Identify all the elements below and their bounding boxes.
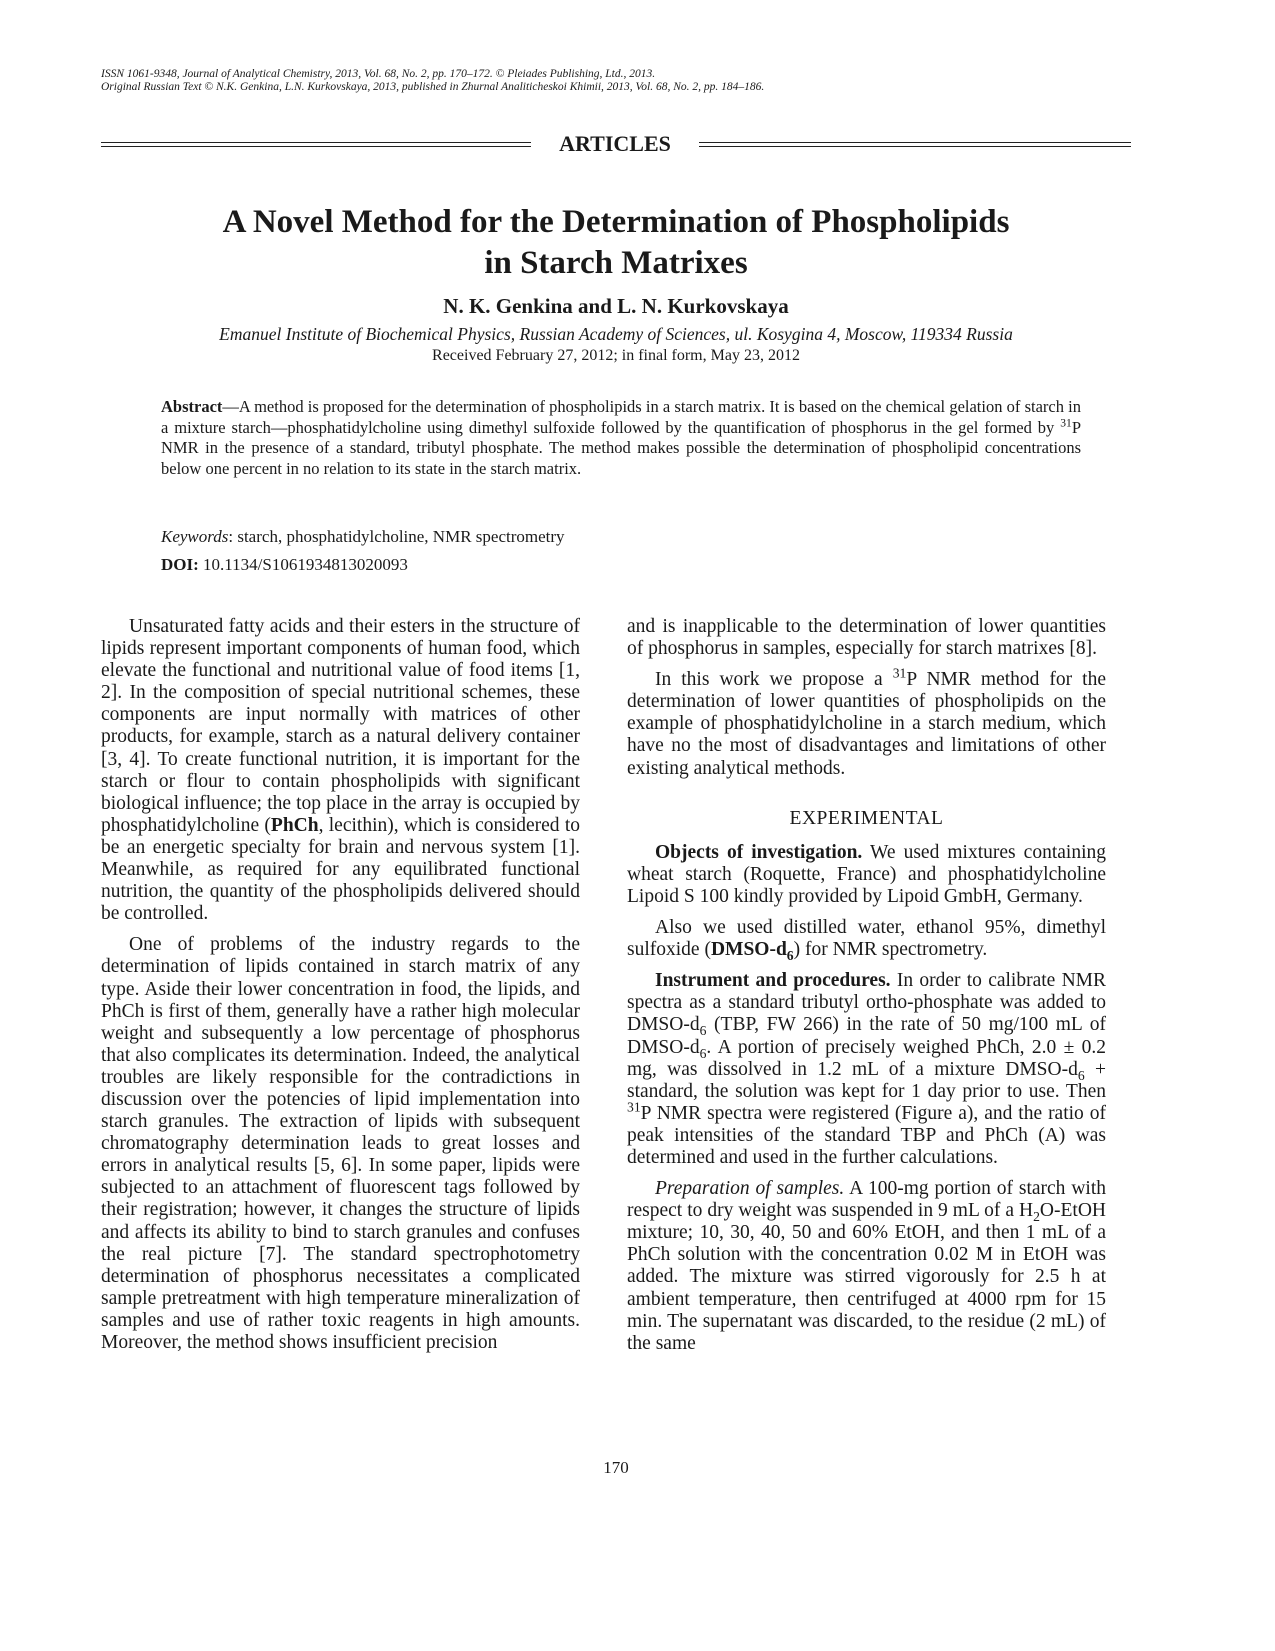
received-dates: Received February 27, 2012; in final form, May 23, 2012	[432, 347, 800, 364]
right-p4-sup: 31	[627, 1099, 641, 1115]
right-p3-bold	[710, 939, 794, 964]
right-p5-italic: Preparation of samples.	[655, 1178, 845, 1200]
left-p1-b: , lecithin), which is considered to be an energetic specialty for brain and nervous system [1]. Meanwhile, as required for any equilibrated functional nutrition, the quantity of the phospholipids delivered should be controlled.	[101, 814, 580, 925]
right-p3-sub: 6	[786, 948, 794, 964]
section-band	[101, 132, 1131, 156]
section-rule-left	[101, 142, 531, 147]
right-p1-a: In this work we propose a	[655, 669, 893, 691]
paragraph	[627, 842, 1106, 908]
doi-label: DOI:	[161, 555, 199, 574]
right-column	[627, 616, 1106, 1364]
section-label: ARTICLES	[559, 131, 671, 156]
doi-value: 10.1134/S1061934813020093	[198, 555, 408, 574]
header-line-1: ISSN 1061-9348, Journal of Analytical Chemistry, 2013, Vol. 68, No. 2, pp. 170–172. © Pleiades Publishing, Ltd., 2013.	[101, 68, 656, 80]
paragraph	[101, 616, 580, 925]
paragraph: One of problems of the industry regards to the determination of lipids contained in starch matrix of any type. Aside their lower concentration in food, the lipids, and PhCh is first of them, generally have a rather high molecular weight and subsequently a low percentage of phosphorus that also complicates its determination. Indeed, the analytical troubles are likely responsible for the contradictions in discussion over the potencies of lipid implementation into starch granules. The extraction of lipids with subsequent chromatography determination leads to great losses and errors in analytical results [5, 6]. In some paper, lipids were subjected to an attachment of fluorescent tags followed by their registration; however, it changes the structure of lipids and affects its ability to bind to starch granules and confuses the real picture [7]. The standard spectrophotometry determination of phosphorus necessitates a complicated sample pretreatment with high temperature mineralization of samples and use of rather toxic reagents in high amounts. Moreover, the method shows insufficient precision	[101, 934, 580, 1353]
keywords-label: Keywords	[161, 527, 229, 546]
right-p2-bold: Objects of investigation.	[655, 841, 863, 863]
paragraph	[627, 665, 1106, 779]
right-p4-b: (TBP, FW 266) in the rate of 50 mg/100 mL of DMSO-d	[627, 1014, 1106, 1058]
article-title	[101, 202, 1131, 284]
right-p1-b: P NMR method for the determination of lower quantities of phospholipids on the example of phosphatidylcholine in a starch medium, which have no the most of disadvantages and limitations of other existing analytical methods.	[627, 669, 1106, 779]
keywords	[161, 526, 1081, 548]
keywords-text: : starch, phosphatidylcholine, NMR spectrometry	[228, 527, 565, 546]
title-line-1: A Novel Method for the Determination of Phospholipids	[222, 204, 1010, 240]
left-column	[101, 616, 580, 1363]
paragraph: and is inapplicable to the determination of lower quantities of phosphorus in samples, especially for starch matrixes [8].	[627, 616, 1106, 660]
header-line-2: Original Russian Text © N.K. Genkina, L.N. Kurkovskaya, 2013, published in Zhurnal Analiticheskoi Khimii, 2013, Vol. 68, No. 2, pp. 184–186.	[101, 81, 765, 93]
right-p4-e: P NMR spectra were registered (Figure a), and the ratio of peak intensities of the standard TBP and PhCh (A) was determined and used in the further calculations.	[627, 1102, 1106, 1168]
doi	[161, 554, 1081, 576]
journal-header	[101, 68, 1101, 94]
title-line-2: in Starch Matrixes	[484, 245, 748, 281]
left-p1-bold: PhCh	[270, 814, 319, 836]
paragraph	[627, 1178, 1106, 1355]
section-rule-right	[699, 142, 1131, 147]
right-p3-a: Also we used distilled water, ethanol 95%, dimethyl sulfoxide (	[627, 917, 1106, 961]
right-p4-d: + standard, the solution was kept for 1 day prior to use. Then	[627, 1058, 1107, 1102]
right-p5-sub: 2	[1033, 1209, 1040, 1225]
right-p4-sub1: 6	[699, 1023, 707, 1039]
section-heading: EXPERIMENTAL	[789, 807, 944, 829]
right-p3-bold-text: DMSO-d	[710, 939, 787, 961]
right-p5-b: O-EtOH mixture; 10, 30, 40, 50 and 60% EtOH, and then 1 mL of a PhCh solution with the concentration 0.02 M in EtOH was added. The mixture was stirred vigorously for 2.5 h at ambient temperature, then centrifuged at 4000 rpm for 15 min. The supernatant was discarded, to the residue (2 mL) of the same	[627, 1200, 1106, 1354]
right-p1-sup: 31	[892, 665, 907, 681]
right-p4-sub3: 6	[1077, 1067, 1085, 1083]
abstract-text-2: P NMR in the presence of a standard, tributyl phosphate. The method makes possible the determination of phospholipid concentrations below one percent in no relation to its state in the starch matrix.	[161, 417, 1081, 478]
right-p5-a: A 100-mg portion of starch with respect to dry weight was suspended in 9 mL of a H	[627, 1178, 1106, 1222]
right-p4-bold: Instrument and procedures.	[655, 970, 891, 992]
affiliation: Emanuel Institute of Biochemical Physics, Russian Academy of Sciences, ul. Kosygina 4, Moscow, 119334 Russia	[219, 324, 1013, 344]
right-p2-text: We used mixtures containing wheat starch (Roquette, France) and phosphatidylcholine Lipoid S 100 kindly provided by Lipoid GmbH, Germany.	[627, 841, 1106, 907]
abstract-label: Abstract	[161, 397, 223, 416]
paragraph	[627, 970, 1106, 1169]
abstract-text-1: —A method is proposed for the determination of phospholipids in a starch matrix. It is based on the chemical gelation of starch in a mixture starch—phosphatidylcholine using dimethyl sulfoxide followed by the quantification of phosphorus in the gel formed by	[161, 397, 1081, 437]
right-p4-c: . A portion of precisely weighed PhCh, 2.0 ± 0.2 mg, was dissolved in 1.2 mL of a mixture DMSO-d	[627, 1036, 1106, 1080]
abstract	[161, 397, 1081, 479]
paragraph	[627, 917, 1106, 964]
right-p3-b: ) for NMR spectrometry.	[793, 939, 988, 961]
page-number: 170	[603, 1458, 629, 1477]
right-p4-sub2: 6	[699, 1045, 707, 1061]
abstract-sup: 31	[1060, 417, 1072, 429]
right-p4-a: In order to calibrate NMR spectra as a standard tributyl ortho-phosphate was added to DMSO-d	[627, 970, 1106, 1036]
left-p1-a: Unsaturated fatty acids and their esters in the structure of lipids represent important components of human food, which elevate the functional and nutritional value of food items [1, 2]. In the composition of special nutritional schemes, these components are input normally with matrices of other products, for example, starch as a natural delivery container [3, 4]. To create functional nutrition, it is important for the starch or flour to contain phospholipids with significant biological influence; the top place in the array is occupied by phosphatidylcholine (	[101, 616, 580, 836]
authors: N. K. Genkina and L. N. Kurkovskaya	[443, 294, 789, 318]
